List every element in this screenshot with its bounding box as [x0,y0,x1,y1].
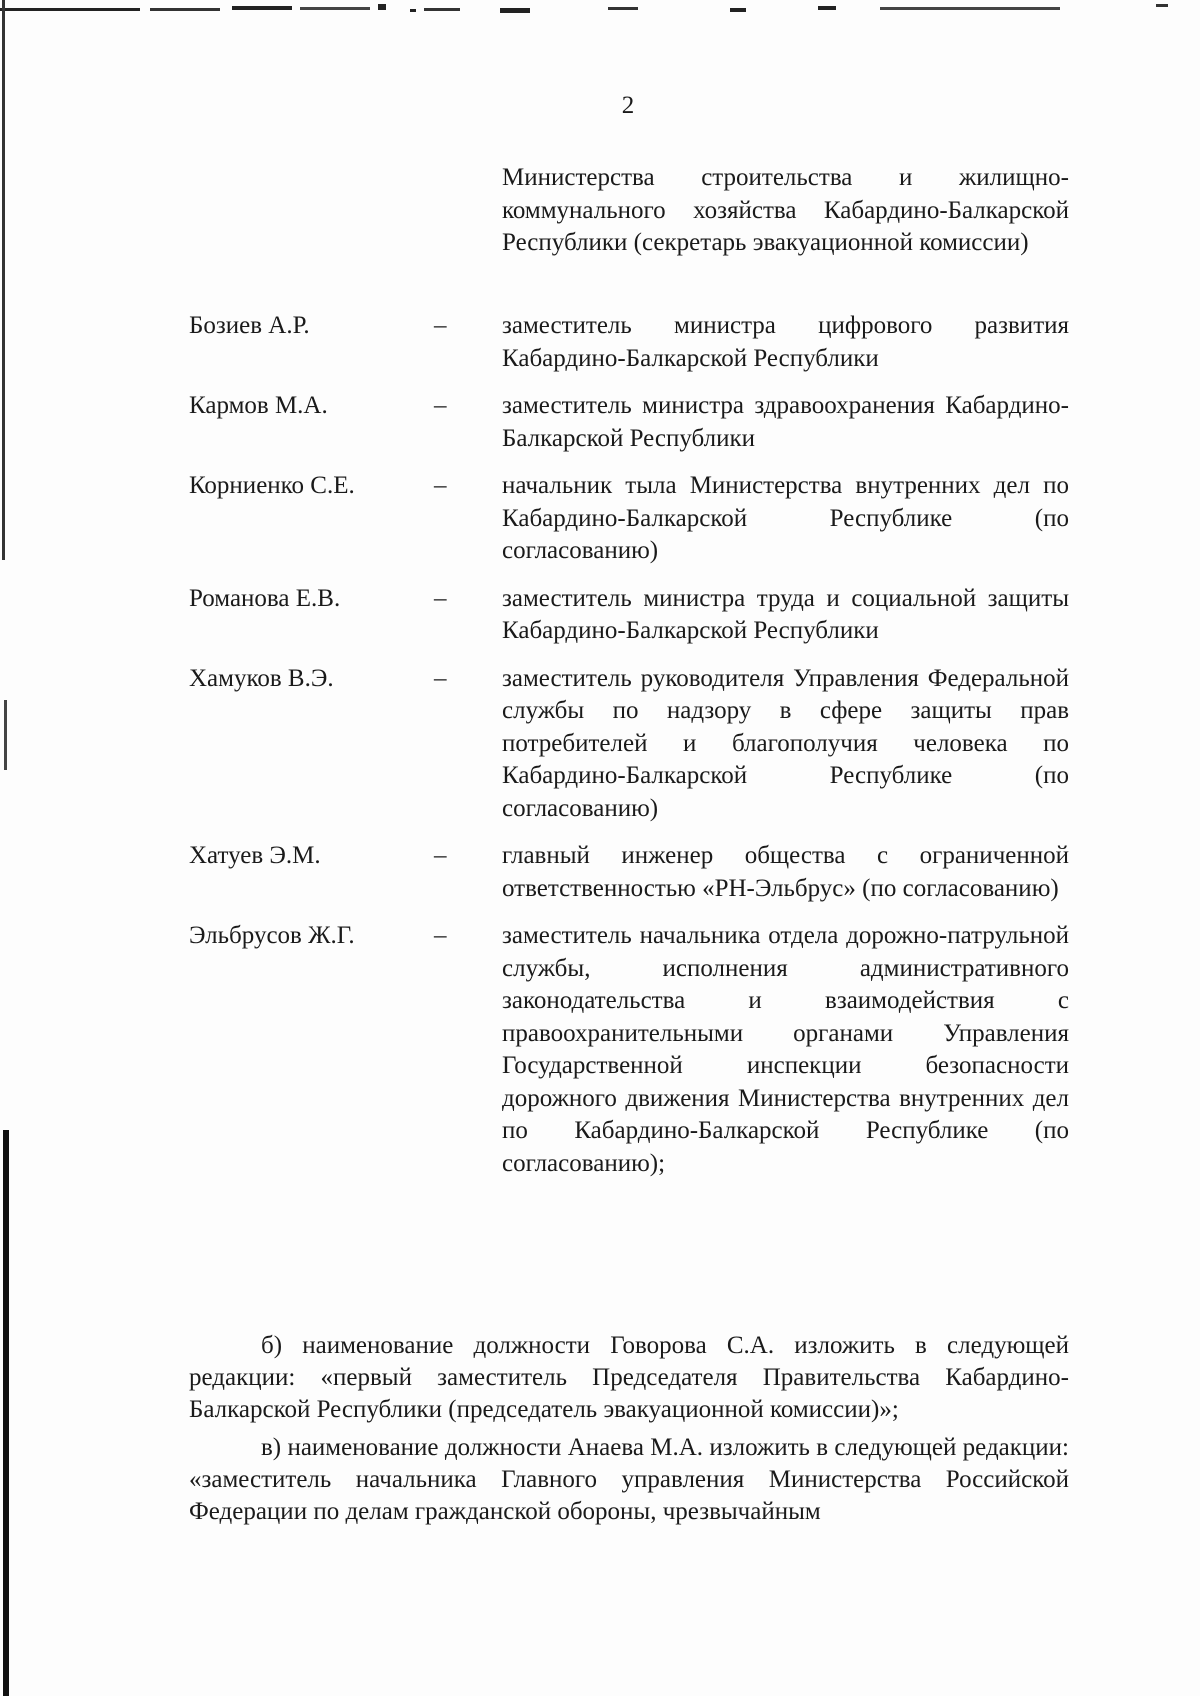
member-dash: – [434,392,447,419]
amendment-paragraphs [189,1330,1069,1534]
scan-artifact-left [0,0,10,1696]
member-name: Хамуков В.Э. [189,664,334,692]
member-name: Эльбрусов Ж.Г. [189,922,355,949]
member-name: Корниенко С.Е. [189,472,355,499]
member-row [189,840,1069,905]
member-role: главный инженер общества с ограниченной ответственностью «РН-Эльбрус» (по согласованию) [502,842,1069,902]
member-dash: – [434,922,447,949]
member-role: заместитель начальника отдела дорожно-патрульной службы, исполнения административного законодательства и взаимодействия с правоохранительными органами Управления Государственной инспекции безопасности дорожного движения Министерства внутренних дел по Кабардино-Балкарской Республике (по согласованию); [502,922,1069,1177]
member-name: Кармов М.А. [189,392,328,419]
paragraph-b: б) наименование должности Говорова С.А. изложить в следующей редакции: «первый заместитель Председателя Правительства Кабардино-Балкарской Республики (председатель эвакуационной комиссии)»; [189,1332,1069,1423]
member-name: Романова Е.В. [189,584,341,612]
member-role: заместитель министра труда и социальной защиты Кабардино-Балкарской Республики [502,584,1069,644]
member-row [189,920,1069,1180]
member-role: заместитель руководителя Управления Федеральной службы по надзору в сфере защиты прав потребителей и благополучия человека по Кабардино-Балкарской Республике (по согласованию) [502,664,1069,822]
member-row [189,663,1069,826]
member-role: начальник тыла Министерства внутренних дел по Кабардино-Балкарской Республике (по согласованию) [502,472,1069,564]
member-row [189,310,1069,375]
commission-member-list [189,310,1069,1195]
member-dash: – [434,664,447,692]
member-dash: – [434,472,447,499]
member-dash: – [434,584,447,612]
member-row [189,583,1069,648]
member-dash: – [434,842,447,869]
page-number: 2 [621,92,635,119]
member-dash: – [434,312,447,339]
member-role: заместитель министра цифрового развития Кабардино-Балкарской Республики [502,312,1069,372]
paragraph-v: в) наименование должности Анаева М.А. изложить в следующей редакции: «заместитель начальника Главного управления Министерства Российской Федерации по делам гражданской обороны, чрезвычайным [189,1434,1069,1525]
intro-text: Министерства строительства и жилищно-коммунального хозяйства Кабардино-Балкарской Республики (секретарь эвакуационной комиссии) [502,164,1069,256]
member-name: Бозиев А.Р. [189,312,310,339]
member-role: заместитель министра здравоохранения Кабардино-Балкарской Республики [502,392,1069,452]
member-row [189,390,1069,455]
scan-artifact-top [0,0,1170,14]
member-row [189,470,1069,568]
member-name: Хатуев Э.М. [189,842,321,869]
